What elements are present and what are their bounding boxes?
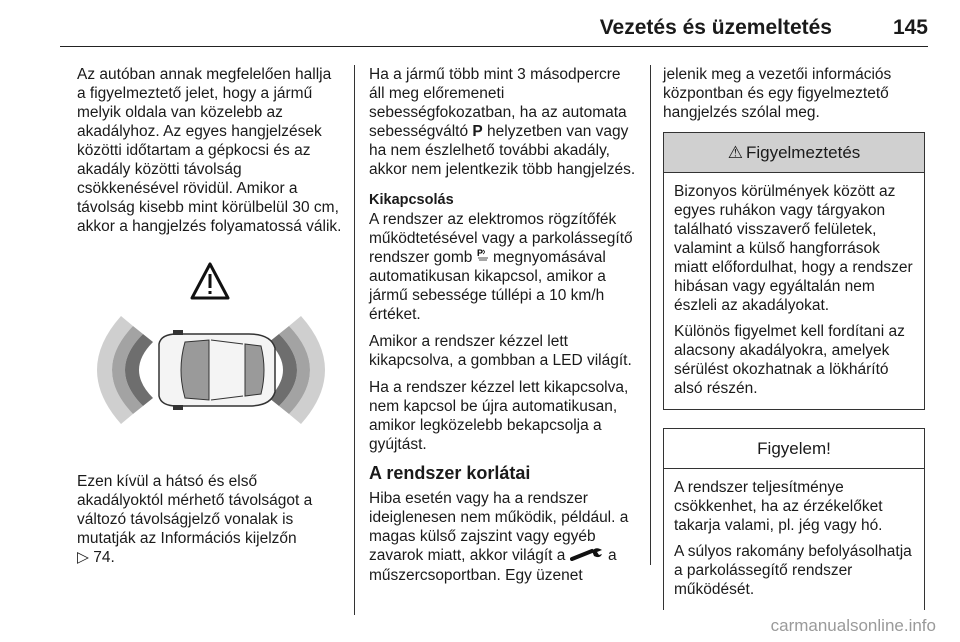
warning-box-header <box>664 133 924 173</box>
caution-box <box>663 428 925 610</box>
paragraph: Hiba esetén vagy ha a rendszer ideiglenesen nem működik, például. a magas külső zajszint vagy egyéb zavarok miatt, akkor világít a a műszercsoportban. Egy üzenet <box>369 490 629 584</box>
column-2 <box>369 65 637 593</box>
paragraph: Különös figyelmet kell fordítani az alacsony akadályokra, amelyek sérülést okozhatnak a lökhárító alsó részén. <box>674 323 905 397</box>
warning-box-body <box>664 173 924 409</box>
warning-triangle-icon: ⚠ <box>727 143 743 162</box>
column-divider-2 <box>650 65 651 565</box>
paragraph: Amikor a rendszer kézzel lett kikapcsolva, a gombban a LED világít. <box>369 333 632 370</box>
paragraph: A rendszer az elektromos rögzítőfék működtetésével vagy a parkolássegítő rendszer gomb P megnyomásával automatikusan kikapcsol, amikor a jármű sebessége túllépi a 10 km/h értéket. <box>369 211 633 324</box>
page-reference: 74. <box>93 549 115 566</box>
page-number: 145 <box>892 16 928 39</box>
paragraph: Ezen kívül a hátsó és első akadályoktól mérhető távolságot a változó távolságjelző vonalak is mutatják az Információs kijelzőn ▷ 74. <box>77 473 313 566</box>
paragraph: Ha a jármű több mint 3 másodpercre áll meg előremeneti sebességfokozatban, ha az automata sebességváltó P helyzetben van vagy ha nem észlelhető további akadály, akkor nem jelentkezik több hangjelzés. <box>369 66 636 178</box>
header-rule <box>60 46 928 47</box>
column-1 <box>77 65 343 575</box>
car-top-view <box>159 330 275 410</box>
warning-triangle-icon <box>192 264 228 298</box>
paragraph: Bizonyos körülmények között az egyes ruhákon vagy tárgyakon található visszaverő felületek, valamint a külső hangforrások miatt előfordulhat, hogy a rendszer hibásan vagy egyáltalán nem észleli az akadályokat. <box>674 183 913 314</box>
column-3 <box>663 65 925 610</box>
paragraph: A rendszer teljesítménye csökkenhet, ha az érzékelőket takarja valami, pl. jég vagy hó. <box>674 479 883 534</box>
page-reference-icon: ▷ <box>77 549 89 566</box>
paragraph: A súlyos rakomány befolyásolhatja a parkolássegítő rendszer működését. <box>674 543 912 598</box>
wrench-icon <box>570 547 604 566</box>
caution-box-header <box>664 429 924 469</box>
warning-box-title: Figyelmeztetés <box>745 143 861 162</box>
paragraph: jelenik meg a vezetői információs központban és egy figyelmeztető hangjelzés szólal meg. <box>663 66 892 121</box>
paragraph: Az autóban annak megfelelően hallja a figyelmeztető jelet, hogy a jármű melyik oldala van közelebb az akadályhoz. Az egyes hangjelzések közötti időtartam a gépkocsi és az akadály közötti távolság csökkenésével rövidül. Amikor a távolság kisebb mint körülbelül 30 cm, akkor a hangjelzés folyamatossá válik. <box>77 66 342 235</box>
page-header <box>60 14 928 44</box>
paragraph: Ha a rendszer kézzel lett kikapcsolva, nem kapcsol be újra automatikusan, amikor legközelebb bekapcsolja a gyújtást. <box>369 379 629 454</box>
rear-sensor-zones <box>269 316 325 424</box>
caution-box-title: Figyelem! <box>757 439 831 458</box>
caution-box-body <box>664 469 924 610</box>
column-divider-1 <box>354 65 355 615</box>
section-heading: A rendszer korlátai <box>369 463 531 484</box>
front-sensor-zones <box>97 316 153 424</box>
gear-position: P <box>472 123 483 140</box>
svg-text:P: P <box>476 248 483 259</box>
warning-box <box>663 132 925 410</box>
parking-sensor-illustration <box>77 248 343 458</box>
car-sensor-zones-image <box>77 248 343 458</box>
parking-assist-icon <box>477 248 489 267</box>
subheading-kikapcsolas: Kikapcsolás <box>369 192 454 208</box>
watermark: carmanualsonline.info <box>770 616 936 635</box>
section-title: Vezetés és üzemeltetés <box>599 16 832 39</box>
